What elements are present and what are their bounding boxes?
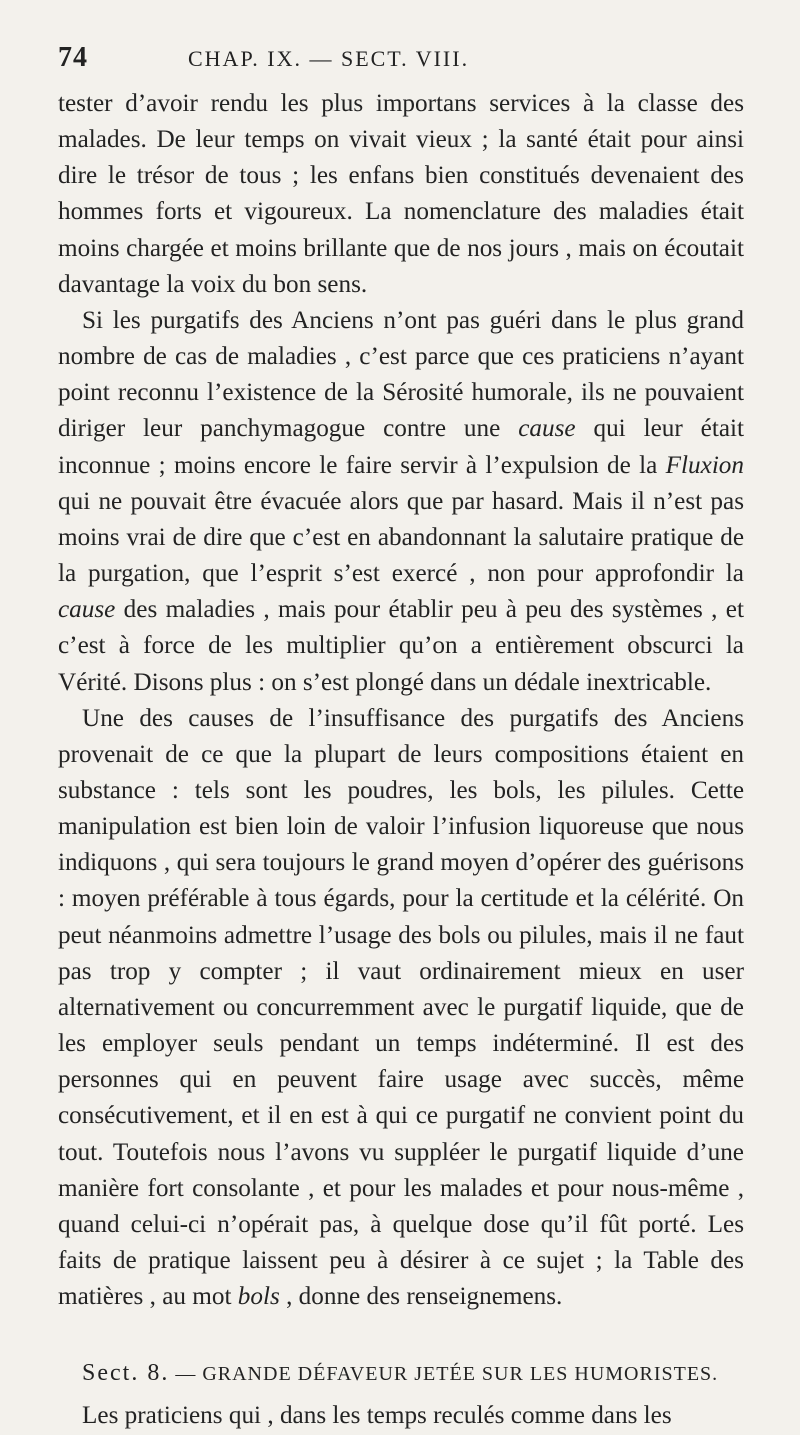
- paragraph-text: Les praticiens qui , dans les temps reculés comme dans les: [82, 1402, 672, 1430]
- paragraph-text: des maladies , mais pour établir peu à peu des systèmes , et c’est à force de les multiplier qu’on a entièrement obscurci la Vérité. Disons plus : on s’est plongé dans un dédale inextricable.: [58, 596, 744, 696]
- body-text: [58, 86, 744, 1435]
- paragraph-4: [58, 1398, 744, 1434]
- paragraph-text: tester d’avoir rendu les plus importans services à la classe des malades. De leur temps on vivait vieux ; la santé était pour ainsi dire le trésor de tous ; les enfans bien constitués devenaient des hommes forts et vigoureux. La nomenclature des maladies était moins chargée et moins brillante que de nos jours , mais on écoutait davantage la voix du bon sens.: [58, 90, 744, 298]
- paragraph-1: [58, 86, 744, 303]
- paragraph-text: , donne des renseignemens.: [279, 1283, 563, 1311]
- italic-term: bols: [237, 1283, 280, 1311]
- chapter-heading: CHAP. IX. — SECT. VIII.: [188, 46, 470, 71]
- page-number: 74: [58, 42, 88, 73]
- paragraph-text: Si les purgatifs des Anciens n’ont pas guéri dans le plus grand nombre de cas de maladies , c’est parce que ces praticiens n’ayant point reconnu l’existence de la Sérosité humorale, ils ne pouvaient diriger leur panchymagogue contre une: [58, 306, 744, 443]
- section-title: — GRANDE DÉFAVEUR JETÉE SUR LES HUMORISTES.: [169, 1363, 719, 1386]
- paragraph-text: qui ne pouvait être évacuée alors que par hasard. Mais il n’est pas moins vrai de dire que c’est en abandonnant la salutaire pratique de la purgation, que l’esprit s’est exercé , non pour approfondir la: [58, 487, 744, 588]
- running-head: [58, 42, 744, 86]
- section-label: Sect. 8.: [82, 1360, 170, 1387]
- paragraph-2: [58, 303, 744, 701]
- section-heading: [58, 1355, 744, 1392]
- paragraph-text: qui leur était inconnue ; moins encore le faire servir à l’expulsion de la: [58, 415, 745, 479]
- italic-term: Fluxion: [665, 451, 744, 479]
- paragraph-text: Une des causes de l’insuffisance des purgatifs des Anciens provenait de ce que la plupart de leurs compositions étaient en substance : tels sont les poudres, les bols, les pilules. Cette manipulation est bien loin de valoir l’infusion liquoreuse que nous indiquons , qui sera toujours le grand moyen d’opérer des guérisons : moyen préférable à tous égards, pour la certitude et la célérité. On peut néanmoins admettre l’usage des bols ou pilules, mais il ne faut pas trop y compter ; il vaut ordinairement mieux en user alternativement ou concurremment avec le purgatif liquide, que de les employer seuls pendant un temps indéterminé. Il est des personnes qui en peuvent faire usage avec succès, même consécutivement, et il en est à qui ce purgatif ne convient point du tout. Toutefois nous l’avons vu suppléer le purgatif liquide d’une manière fort consolante , et pour les malades et pour nous-même , quand celui-ci n’opérait pas, à quelque dose qu’il fût porté. Les faits de pratique laissent peu à désirer à ce sujet ; la Table des matières , au mot: [58, 704, 744, 1311]
- italic-term: cause: [518, 415, 576, 443]
- paragraph-3: [58, 701, 744, 1316]
- italic-term: cause: [58, 596, 116, 624]
